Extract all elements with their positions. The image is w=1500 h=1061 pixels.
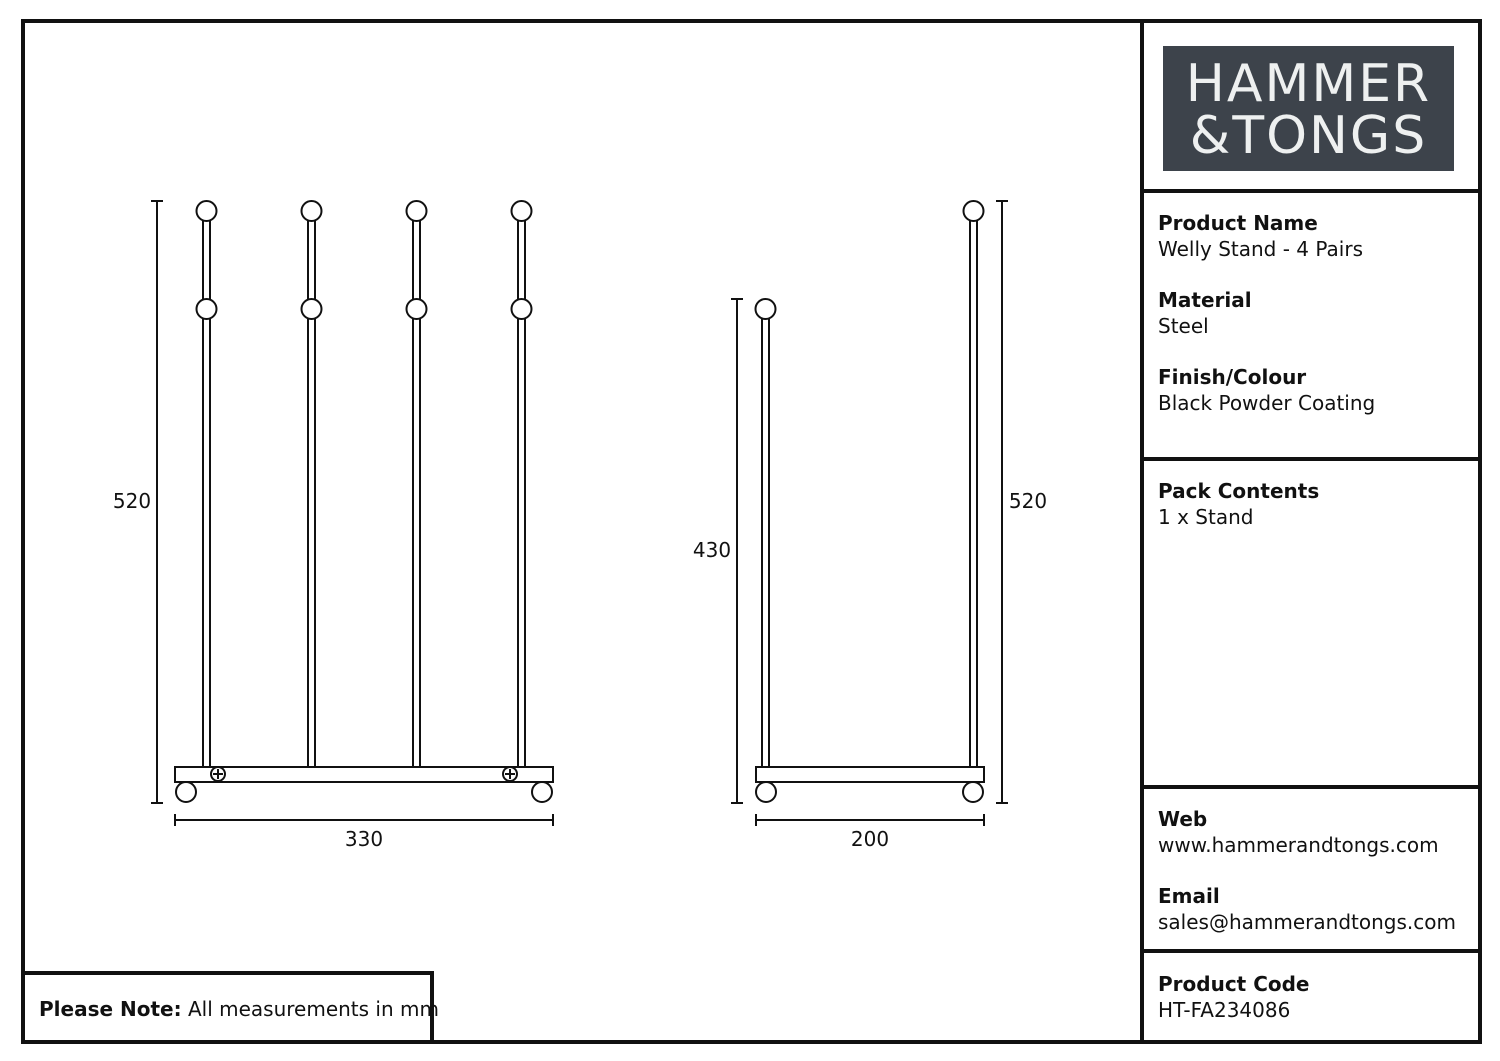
product-code-block xyxy=(1158,971,1310,1023)
side-knob-tall xyxy=(964,201,984,221)
brand-logo xyxy=(1163,46,1454,171)
front-knob-top-1 xyxy=(197,201,217,221)
front-knob-top-2 xyxy=(302,201,322,221)
note-label: Please Note: xyxy=(39,997,182,1021)
finish-block xyxy=(1158,364,1375,416)
side-short-height-label: 430 xyxy=(692,538,732,562)
brand-logo-line2: &TONGS xyxy=(1189,106,1428,166)
front-foot-right xyxy=(532,782,552,802)
measurement-note xyxy=(39,997,439,1021)
front-knob-top-4 xyxy=(512,201,532,221)
finish-label: Finish/Colour xyxy=(1158,365,1307,389)
side-base-bar xyxy=(756,767,984,782)
pack-contents-label: Pack Contents xyxy=(1158,479,1320,503)
front-foot-left xyxy=(176,782,196,802)
front-knob-mid-4 xyxy=(512,299,532,319)
material-label: Material xyxy=(1158,288,1252,312)
note-text: All measurements in mm xyxy=(187,997,439,1021)
side-depth-label: 200 xyxy=(850,827,890,851)
panel-divider-contact xyxy=(1140,949,1478,953)
panel-divider-logo xyxy=(1140,189,1478,193)
side-tall-height-label: 520 xyxy=(1008,489,1048,513)
panel-divider-pack xyxy=(1140,785,1478,789)
web-link[interactable]: www.hammerandtongs.com xyxy=(1158,833,1439,857)
side-upright-tall xyxy=(970,220,977,767)
front-base-bar xyxy=(175,767,553,782)
front-knob-top-3 xyxy=(407,201,427,221)
side-knob-short xyxy=(756,299,776,319)
email-label: Email xyxy=(1158,884,1220,908)
product-name-block xyxy=(1158,210,1363,262)
material-block xyxy=(1158,287,1252,339)
front-knob-mid-1 xyxy=(197,299,217,319)
brand-logo-line1: HAMMER xyxy=(1185,54,1432,114)
front-knob-mid-2 xyxy=(302,299,322,319)
web-block xyxy=(1158,806,1439,858)
front-height-label: 520 xyxy=(112,489,152,513)
front-view xyxy=(151,201,553,826)
product-name-value: Welly Stand - 4 Pairs xyxy=(1158,237,1364,261)
product-code-value: HT-FA234086 xyxy=(1158,998,1291,1022)
panel-divider-product xyxy=(1140,457,1478,461)
pack-contents-value: 1 x Stand xyxy=(1158,505,1254,529)
web-label: Web xyxy=(1158,807,1208,831)
side-view xyxy=(731,201,1008,826)
product-name-label: Product Name xyxy=(1158,211,1318,235)
side-foot-left xyxy=(756,782,776,802)
panel-divider xyxy=(1140,19,1144,1040)
pack-contents-block xyxy=(1158,478,1319,530)
finish-value: Black Powder Coating xyxy=(1158,391,1376,415)
side-upright-short xyxy=(762,318,769,767)
product-code-label: Product Code xyxy=(1158,972,1310,996)
email-block xyxy=(1158,883,1456,935)
material-value: Steel xyxy=(1158,314,1209,338)
side-foot-right xyxy=(963,782,983,802)
email-link[interactable]: sales@hammerandtongs.com xyxy=(1158,910,1456,934)
front-knob-mid-3 xyxy=(407,299,427,319)
measurement-note-box xyxy=(21,971,439,1040)
front-width-label: 330 xyxy=(344,827,384,851)
